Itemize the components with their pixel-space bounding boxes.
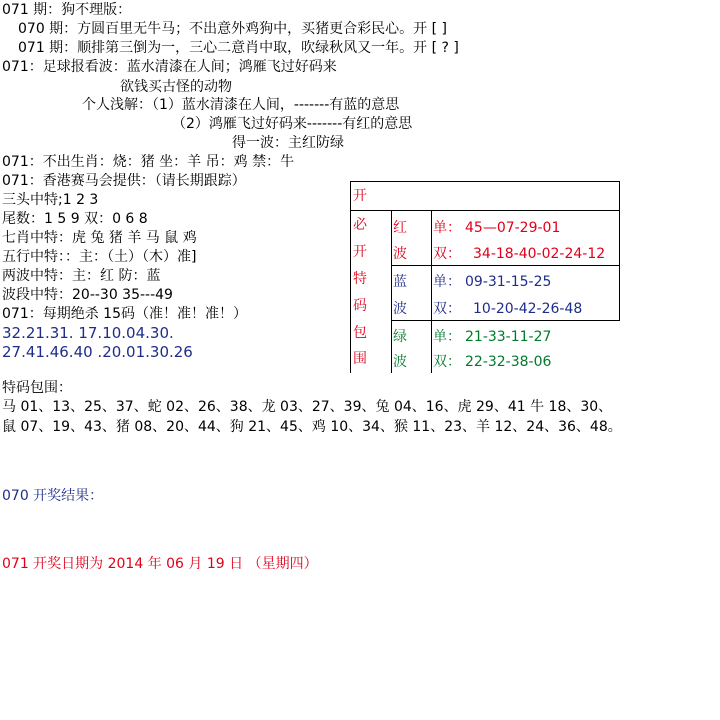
- row-color: 波: [393, 301, 407, 317]
- row-type: 单：: [433, 329, 461, 345]
- row-type: 双：: [433, 246, 461, 262]
- side-char: 码: [353, 298, 367, 314]
- zodiac-line: 鼠 07、19、43、猪 08、20、44、狗 21、45、鸡 10、34、猴 11、23、羊 12、24、36、48。: [2, 419, 622, 435]
- line-070: 070 期：方圆百里无牛马；不出意外鸡狗中，买猪更合彩民心。开 [ ]: [18, 21, 447, 37]
- pred-nums2: 27.41.46.40 .20.01.30.26: [2, 343, 193, 361]
- line-wave: 得一波：主红防绿: [232, 135, 344, 151]
- row-type: 双：: [433, 301, 461, 317]
- side-char: 包: [353, 325, 367, 341]
- pred-two-waves: 两波中特：主：红 防：蓝: [2, 268, 161, 284]
- line-071-riddle: 071 期：顺排第三倒为一，三心二意肖中取，吹绿秋风又一年。开 [ ? ]: [18, 40, 459, 56]
- row-type: 单：: [433, 220, 461, 236]
- zodiac-line: 马 01、13、25、37、蛇 02、26、38、龙 03、27、39、兔 04、16、虎 29、41 牛 18、30、: [2, 399, 613, 415]
- row-nums: 10-20-42-26-48: [473, 301, 583, 317]
- line-explain2: （2）鸿雁飞过好码来-------有红的意思: [172, 116, 413, 132]
- pred-five-elements: 五行中特：：主：（土）（木）准]: [2, 249, 197, 265]
- row-color: 红: [393, 220, 407, 236]
- row-nums: 21-33-11-27: [465, 329, 552, 345]
- line-animal: 欲钱买古怪的动物: [120, 79, 232, 95]
- row-nums: 22-32-38-06: [465, 354, 552, 370]
- pred-range: 波段中特：20--30 35---49: [2, 287, 173, 303]
- line-hk-jockey: 071：香港赛马会提供：（请长期跟踪）: [2, 173, 246, 189]
- pred-nums1: 32.21.31. 17.10.04.30.: [2, 324, 174, 342]
- table-title: 开: [353, 188, 367, 204]
- pred-seven-zodiac: 七肖中特：虎 兔 猪 羊 马 鼠 鸡: [2, 230, 197, 246]
- row-nums: 45—07-29-01: [465, 220, 561, 236]
- line-title: 071 期：狗不理版：: [2, 2, 132, 18]
- side-char: 围: [353, 351, 367, 367]
- result-label: 070 开奖结果：: [2, 488, 104, 504]
- line-explain1: 个人浅解：（1）蓝水清漆在人间，-------有蓝的意思: [82, 97, 400, 113]
- line-football: 071：足球报看波：蓝水清漆在人间；鸿雁飞过好码来: [2, 59, 337, 75]
- row-color: 波: [393, 354, 407, 370]
- side-char: 开: [353, 244, 367, 260]
- row-color: 波: [393, 246, 407, 262]
- wave-table: [350, 181, 620, 373]
- pred-tail: 尾数：1 5 9 双：0 6 8: [2, 211, 148, 227]
- row-color: 蓝: [393, 274, 407, 290]
- row-nums: 34-18-40-02-24-12: [473, 246, 606, 262]
- side-char: 特: [353, 271, 367, 287]
- pred-top3: 三头中特;1 2 3: [2, 192, 99, 208]
- side-char: 必: [353, 217, 367, 233]
- zodiac-title: 特码包围：: [2, 380, 72, 396]
- row-color: 绿: [393, 329, 407, 345]
- row-type: 单：: [433, 274, 461, 290]
- pred-kill15: 071：每期绝杀 15码（准！准！准！）: [2, 306, 247, 322]
- row-nums: 09-31-15-25: [465, 274, 552, 290]
- draw-date: 071 开奖日期为 2014 年 06 月 19 日 （星期四）: [2, 556, 318, 572]
- row-type: 双：: [433, 354, 461, 370]
- line-no-zodiac: 071：不出生肖：烧：猪 坐：羊 吊：鸡 禁：牛: [2, 154, 295, 170]
